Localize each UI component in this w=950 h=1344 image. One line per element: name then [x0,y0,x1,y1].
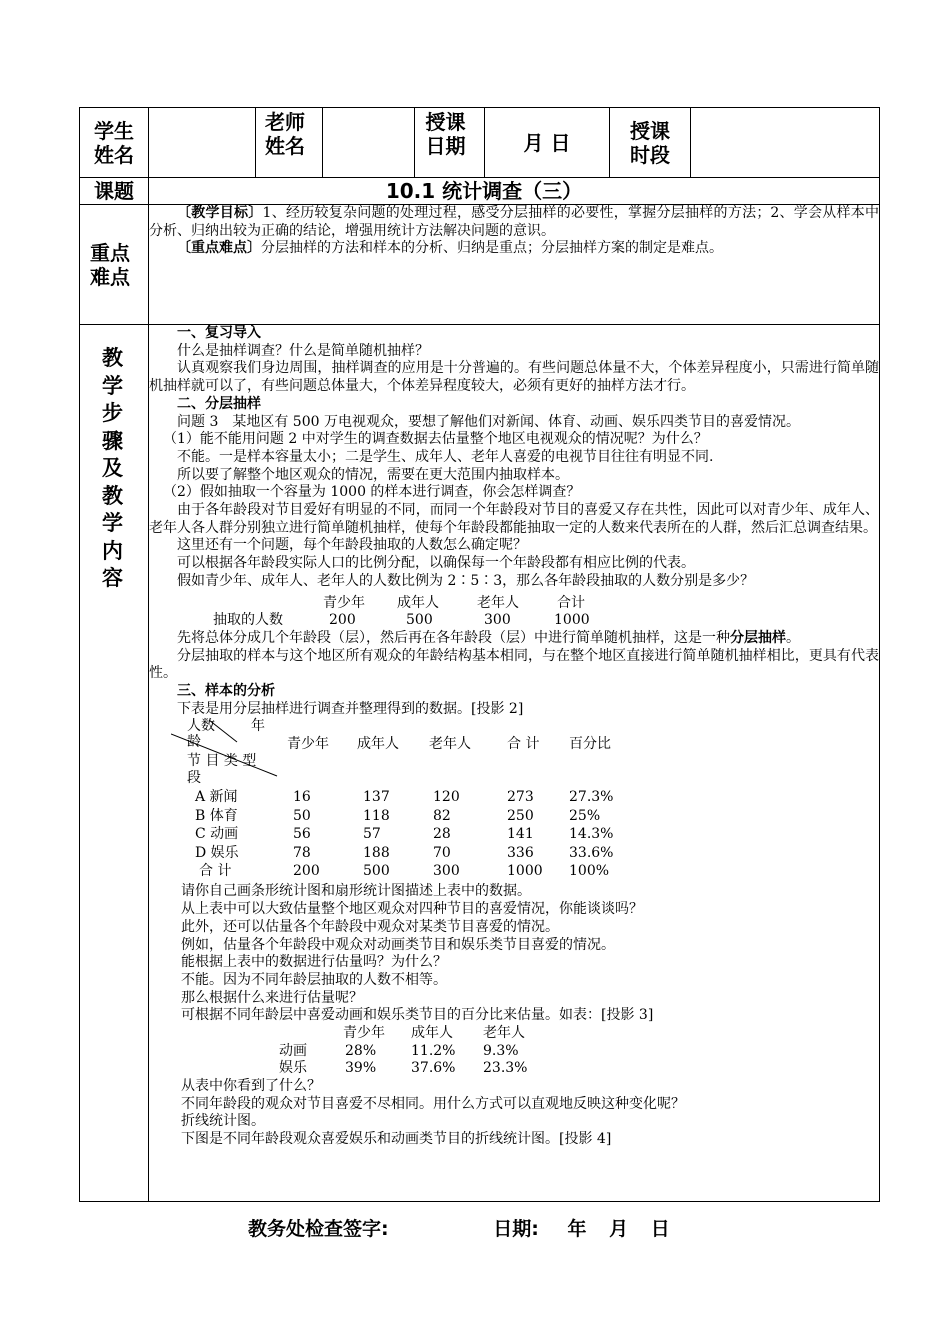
survey-cell: 1000 [507,863,543,880]
paragraph: 问题 3 某地区有 500 万电视观众，要想了解他们对新闻、体育、动画、娱乐四类节目的喜爱情况。 [177,413,800,430]
paragraph: 先将总体分成几个年龄段（层），然后再在各年龄段（层）中进行简单随机抽样，这是一种分层抽样。 [177,629,800,646]
paragraph: 从表中你看到了什么？ [181,1078,321,1095]
section-analysis-title: 三、样本的分析 [177,683,275,700]
allocation-value: 500 [406,612,433,629]
survey-cell: 70 [433,844,451,861]
paragraph: 折线统计图。 [181,1113,265,1130]
paragraph: 认真观察我们身边周围，抽样调查的应用是十分普遍的。有些问题总体量不大，个体差异程度小，只需进行简单随机抽样就可以了，有些问题总体量大，个体差异程度较大，必须有更好的抽样方法才行。 [149,360,879,395]
survey-table [149,718,879,883]
student-name-label: 学生姓名 [80,108,149,178]
steps-label-cell [80,325,149,1202]
survey-cell: 82 [433,807,451,824]
survey-cell: 120 [433,789,460,806]
survey-table-header: 百分比 [569,736,611,753]
paragraph: 不能。因为不同年龄层抽取的人数不相等。 [181,971,447,988]
survey-row-label: C 动画 [195,826,239,843]
paragraph: 不同年龄段的观众对节目喜爱不尽相同。用什么方式可以直观地反映这种变化呢？ [181,1095,685,1112]
survey-cell: 14.3% [569,826,614,843]
percentage-cell: 39% [345,1060,377,1077]
survey-row-label: A 新闻 [195,789,238,806]
survey-cell: 33.6% [569,844,614,861]
survey-cell: 200 [293,863,320,880]
footer-date-label: 日期: [493,1218,539,1240]
paragraph: 那么根据什么来进行估量呢？ [181,989,363,1006]
paragraph: 由于各年龄段对节目爱好有明显的不同，而同一个年龄段对节目的喜爱又存在共性，因此可以对青少年、成年人、老年人各人群分别独立进行简单随机抽样，使每个年龄段都能抽取一定的人数来代表所在的人群，然后汇总调查结果。 [149,502,879,536]
key-points-row [80,205,880,325]
steps-label: 教学步骤及教学内容 [102,346,123,590]
survey-table-header: 合 计 [507,736,540,753]
survey-cell: 250 [507,807,534,824]
percentage-table-header: 青少年 [343,1025,385,1042]
diag-age-label-2: 龄 [187,734,201,751]
paragraph: 例如，估量各个年龄段中观众对动画类节目和娱乐类节目喜爱的情况。 [181,936,615,953]
section-stratified-title: 二、分层抽样 [177,395,261,412]
goal-text: 1、经历较复杂问题的处理过程，感受分层抽样的必要性，掌握分层抽样的方法；2、学会从样本中分析、归纳出较为正确的结论，增强用统计方法解决问题的意识。 [149,205,880,239]
allocation-label: 抽取的人数 [213,612,283,629]
paragraph: 下图是不同年龄段观众喜爱娱乐和动画类节目的折线统计图。[投影 4] [181,1131,612,1148]
allocation-header-row [149,595,879,613]
topic-row [80,178,880,205]
survey-cell: 273 [507,789,534,806]
teacher-name-value [323,108,415,178]
stratified-sampling-term: 分层抽样 [730,629,786,646]
paragraph: 所以要了解整个地区观众的情况，需要在更大范围内抽取样本。 [177,466,569,483]
percentage-row-label: 娱乐 [279,1060,307,1077]
footer-day: 日 [650,1218,670,1240]
paragraph: 分层抽取的样本与这个地区所有观众的年龄结构基本相同，与在整个地区直接进行简单随机抽样相比，更具有代表性。 [149,647,879,682]
survey-table-header: 青少年 [287,736,329,753]
section-review-title: 一、复习导入 [177,325,261,341]
survey-row-label: D 娱乐 [195,844,239,861]
paragraph: 假如青少年、成年人、老年人的人数比例为 2∶5∶3，那么各年龄段抽取的人数分别是多少？ [177,572,755,589]
survey-row-label: B 体育 [195,807,238,824]
survey-cell: 137 [363,789,390,806]
difficulty-tag: 〔重点难点〕 [177,240,261,257]
paragraph: 请你自己画条形统计图和扇形统计图描述上表中的数据。 [181,883,531,900]
paragraph: 什么是抽样调查？什么是简单随机抽样？ [177,342,429,359]
teacher-name-label: 老师姓名 [256,108,323,178]
allocation-value: 300 [484,612,511,629]
check-signature-label: 教务处检查签字: [248,1218,389,1240]
lesson-period-label: 授课时段 [610,108,691,178]
difficulty-text: 分层抽样的方法和样本的分析、归纳是重点；分层抽样方案的制定是难点。 [261,240,723,257]
footer-year: 年 [567,1218,587,1240]
percentage-table [149,1025,879,1078]
lesson-date-label: 授课日期 [415,108,485,178]
percentage-table-header: 老年人 [483,1025,525,1042]
allocation-header: 成年人 [397,594,439,611]
paragraph: （1）能不能用问题 2 中对学生的调查数据去估量整个地区电视观众的情况呢？为什么？ [163,431,708,448]
paragraph: 可以根据各年龄段实际人口的比例分配，以确保每一个年龄段都有相应比例的代表。 [177,555,695,572]
percentage-cell: 9.3% [483,1042,519,1059]
survey-cell: 300 [433,863,460,880]
survey-cell: 100% [569,863,610,880]
lesson-period-value [691,108,880,178]
paragraph: （2）假如抽取一个容量为 1000 的样本进行调查，你会怎样调查？ [163,484,581,501]
allocation-value: 200 [329,612,356,629]
lesson-date-value: 月 日 [485,108,610,178]
survey-cell: 25% [569,807,601,824]
survey-cell: 28 [433,826,451,843]
survey-cell: 78 [293,844,311,861]
diag-program-type-label: 节 目 类 型 [187,753,257,770]
paragraph: 此外，还可以估量各个年龄段中观众对某类节目喜爱的情况。 [181,918,559,935]
paragraph: 不能。一是样本容量太小；二是学生、成年人、老年人喜爱的电视节目往往有明显不同. [177,448,714,465]
topic-title: 10.1 统计调查（三） [149,178,880,205]
paragraph: 能根据上表中的数据进行估量吗？为什么？ [181,954,447,971]
percentage-row-label: 动画 [279,1042,307,1059]
goal-tag: 〔教学目标〕 [177,205,263,221]
diag-segment-label: 段 [187,770,201,787]
paragraph: 可根据不同年龄层中喜爱动画和娱乐类节目的百分比来估量。如表：[投影 3] [181,1007,654,1024]
survey-cell: 500 [363,863,390,880]
allocation-header: 合计 [557,594,585,611]
survey-cell: 336 [507,844,534,861]
percentage-table-header: 成年人 [411,1025,453,1042]
key-points-content [149,205,880,325]
paragraph: 从上表中可以大致估量整个地区观众对四种节目的喜爱情况，你能谈谈吗？ [181,901,643,918]
percentage-cell: 28% [345,1042,377,1059]
diag-people-label: 人数 [187,718,215,735]
survey-cell: 57 [363,826,381,843]
allocation-value: 1000 [554,612,590,629]
lesson-plan-table [79,107,880,1202]
survey-table-header: 成年人 [357,736,399,753]
steps-content [149,325,880,1202]
survey-row-label: 合 计 [199,863,232,880]
key-points-label: 重点难点 [80,205,149,325]
survey-cell: 188 [363,844,390,861]
percentage-cell: 11.2% [411,1042,456,1059]
survey-cell: 16 [293,789,311,806]
survey-cell: 141 [507,826,534,843]
survey-cell: 118 [363,807,390,824]
allocation-header: 青少年 [323,594,365,611]
percentage-cell: 37.6% [411,1060,456,1077]
header-row [80,108,880,178]
survey-cell: 50 [293,807,311,824]
percentage-cell: 23.3% [483,1060,528,1077]
footer [248,1214,678,1241]
diag-age-label: 年 [251,718,265,735]
allocation-value-row [149,612,879,630]
topic-label: 课题 [80,178,149,205]
survey-table-header: 老年人 [429,736,471,753]
survey-cell: 27.3% [569,789,614,806]
allocation-header: 老年人 [477,594,519,611]
paragraph: 这里还有一个问题，每个年龄段抽取的人数怎么确定呢？ [177,537,527,554]
steps-row [80,325,880,1202]
paragraph: 下表是用分层抽样进行调查并整理得到的数据。[投影 2] [177,700,524,717]
footer-month: 月 [609,1218,629,1240]
survey-cell: 56 [293,826,311,843]
student-name-value [149,108,256,178]
